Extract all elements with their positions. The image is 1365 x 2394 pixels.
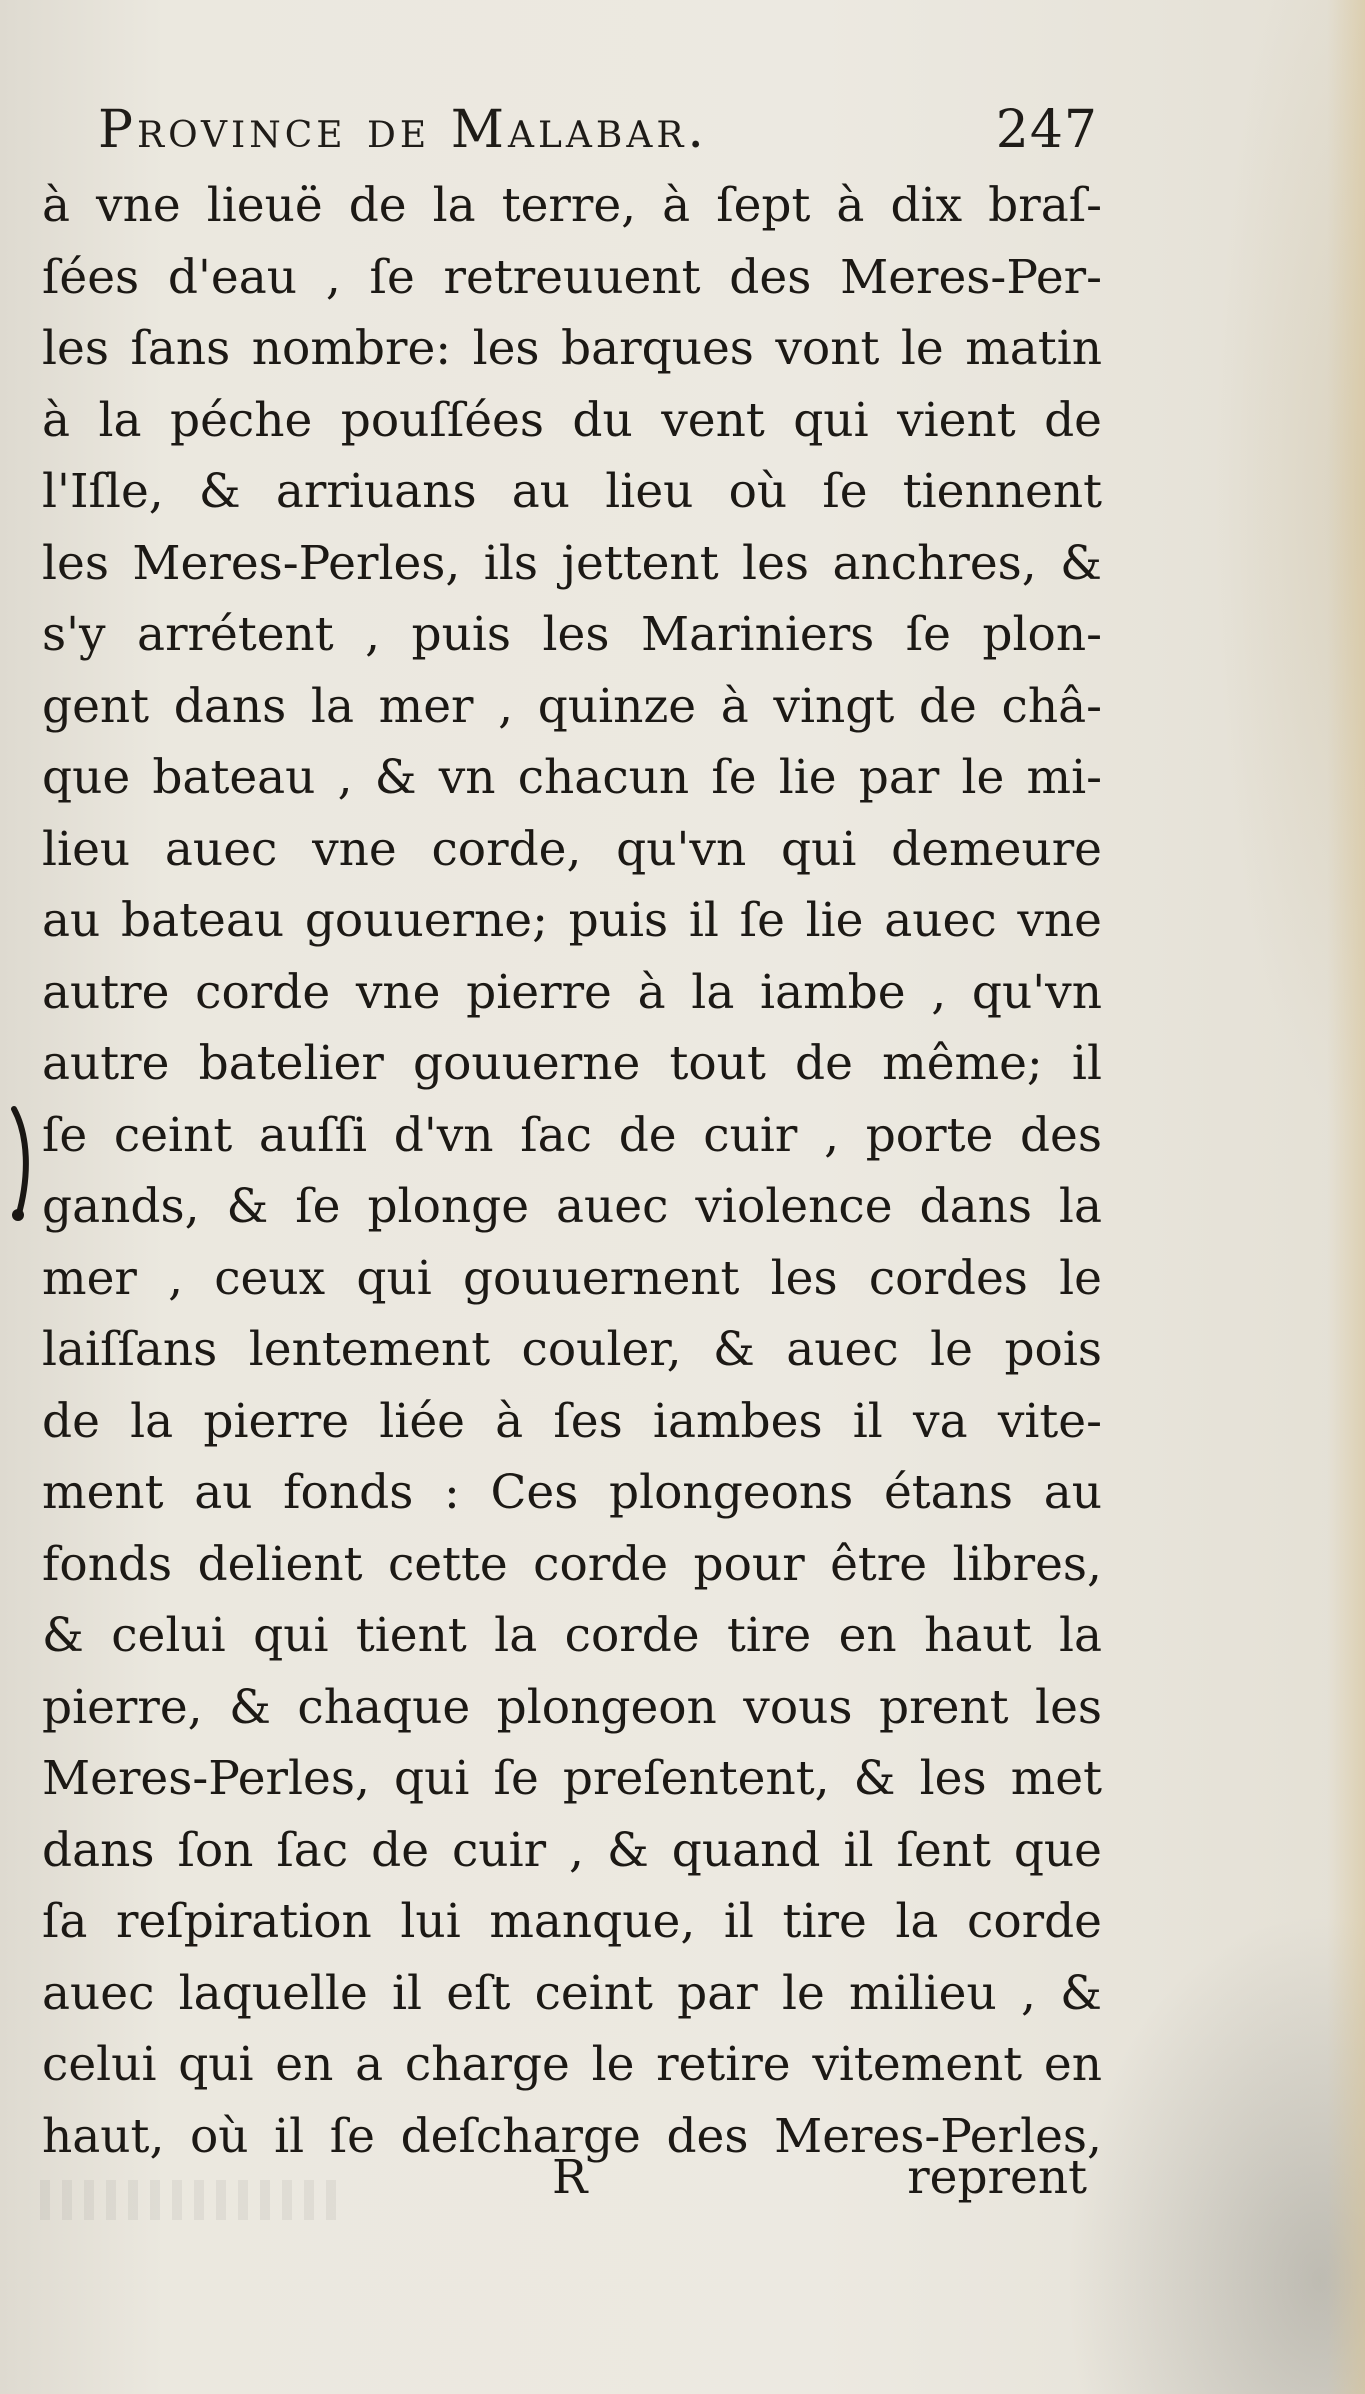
text-line: mer , ceux qui gouuernent les cordes le — [42, 1250, 1102, 1306]
text-line: les ſans nombre: les barques vont le matin — [42, 321, 1102, 376]
text-line: auec laquelle il eſt ceint par le milieu , & — [42, 1965, 1102, 2021]
text-line: haut, où il ſe deſcharge des Meres-Perles, — [42, 2108, 1102, 2164]
text-line: fonds delient cette corde pour être libres, — [42, 1536, 1102, 1592]
text-line: & celui qui tient la corde tire en haut la — [42, 1608, 1102, 1663]
running-head-title: Province de Malabar. — [98, 100, 708, 160]
text-line: autre corde vne pierre à la iambe , qu'vn — [42, 964, 1102, 1020]
text-line: laiſſans lentement couler, & auec le pois — [42, 1322, 1102, 1377]
text-line: gands, & ſe plonge auec violence dans la — [42, 1179, 1102, 1234]
page-number: 247 — [995, 100, 1098, 160]
text-line: ment au fonds : Ces plongeons étans au — [42, 1465, 1102, 1520]
text-line: à vne lieuë de la terre, à ſept à dix braſ- — [42, 178, 1102, 233]
text-line: celui qui en a charge le retire vitement en — [42, 2037, 1102, 2092]
text-line: de la pierre liée à ſes iambes il va vite- — [42, 1393, 1102, 1449]
text-line: lieu auec vne corde, qu'vn qui demeure — [42, 821, 1102, 877]
catchword: reprent — [907, 2150, 1087, 2205]
text-line: les Meres-Perles, ils jettent les anchres, & — [42, 535, 1102, 591]
text-line: dans ſon ſac de cuir , & quand il ſent que — [42, 1822, 1102, 1878]
text-line: gent dans la mer , quinze à vingt de châ- — [42, 678, 1102, 734]
text-line: ſa reſpiration lui manque, il tire la corde — [42, 1894, 1102, 1949]
margin-bracket-mark — [6, 1105, 36, 1225]
text-line: s'y arrétent , puis les Mariniers ſe plon- — [42, 607, 1102, 662]
ink-offset-smudge — [40, 2180, 340, 2220]
text-line: ſe ceint auſſi d'vn ſac de cuir , porte des — [42, 1107, 1102, 1163]
text-line: à la péche pouſſées du vent qui vient de — [42, 392, 1102, 448]
signature-mark: R — [552, 2150, 588, 2205]
text-line: que bateau , & vn chacun ſe lie par le mi- — [42, 750, 1102, 805]
page-edge-stain — [1327, 0, 1365, 2394]
text-line: pierre, & chaque plongeon vous prent les — [42, 1679, 1102, 1735]
text-line: l'Iſle, & arriuans au lieu où ſe tiennent — [42, 464, 1102, 519]
text-line: autre batelier gouuerne tout de même; il — [42, 1036, 1102, 1091]
body-text — [42, 170, 1102, 2172]
text-line: Meres-Perles, qui ſe preſentent, & les met — [42, 1751, 1102, 1806]
text-line: ſées d'eau , ſe retreuuent des Meres-Per- — [42, 249, 1102, 305]
running-head — [98, 100, 1098, 180]
text-line: au bateau gouuerne; puis il ſe lie auec vne — [42, 893, 1102, 948]
